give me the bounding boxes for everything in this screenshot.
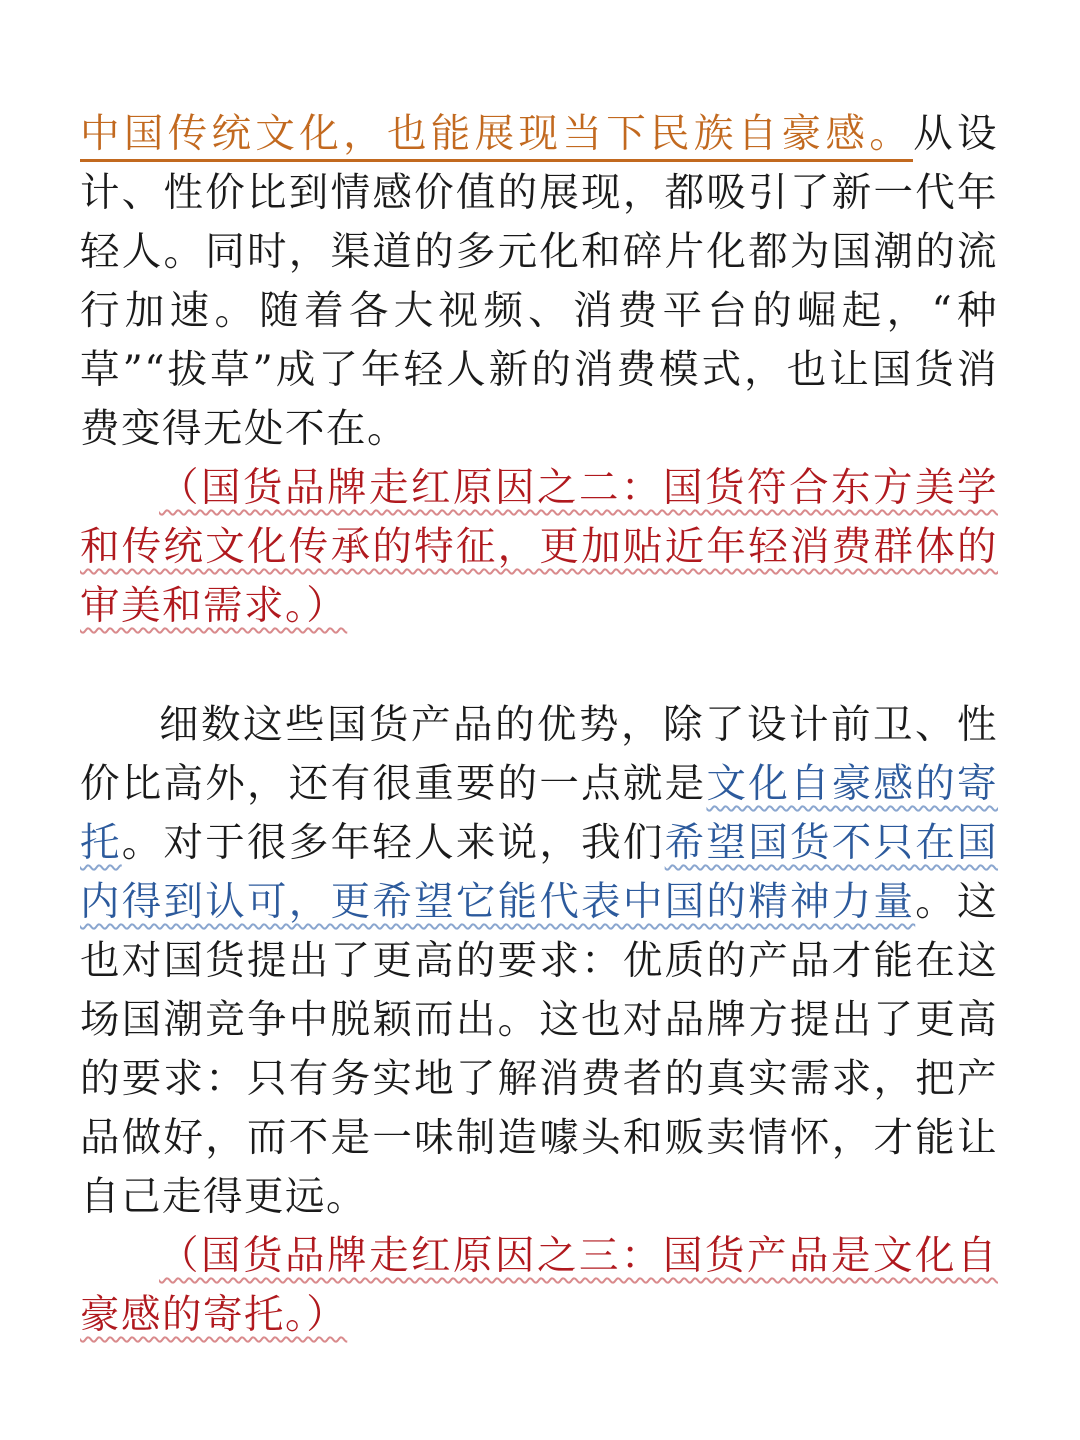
note-reason-2 [80, 459, 998, 636]
paragraph-2-part-3: 。这也对国货提出了更高的要求：优质的产品才能在这场国潮竞争中脱颖而出。这也对品牌方提出了更高的要求：只有务实地了解消费者的真实需求，把产品做好，而不是一味制造噱头和贩卖情怀，才能让自己走得更远。 [80, 879, 999, 1220]
note-reason-3 [80, 1227, 998, 1345]
paragraph-2-part-1: 细数这些国货产品的优势，除了设计前卫、性价比高外，还有很重要的一点就是 [80, 702, 998, 807]
note-reason-2-text: （国货品牌走红原因之二：国货符合东方美学和传统文化传承的特征，更加贴近年轻消费群体的审美和需求。） [80, 465, 998, 629]
paragraph-2-part-2: 。对于很多年轻人来说，我们 [121, 820, 665, 866]
blue-highlight-2: 希望国货不只在国内得到认可，更希望它能代表中国的精神力量 [80, 820, 999, 925]
paragraph-1 [80, 105, 998, 459]
orange-highlight: 中国传统文化，也能展现当下民族自豪感。 [80, 111, 913, 162]
blue-highlight-1: 文化自豪感的寄托 [80, 761, 999, 866]
paragraph-1-text: 从设计、性价比到情感价值的展现，都吸引了新一代年轻人。同时，渠道的多元化和碎片化都为国潮的流行加速。随着各大视频、消费平台的崛起，“种草”“拔草”成了年轻人新的消费模式，也让国货消费变得无处不在。 [80, 111, 999, 452]
note-reason-3-text: （国货品牌走红原因之三：国货产品是文化自豪感的寄托。） [80, 1233, 998, 1338]
paragraph-2 [80, 696, 998, 1227]
paragraph-spacer [80, 636, 998, 696]
